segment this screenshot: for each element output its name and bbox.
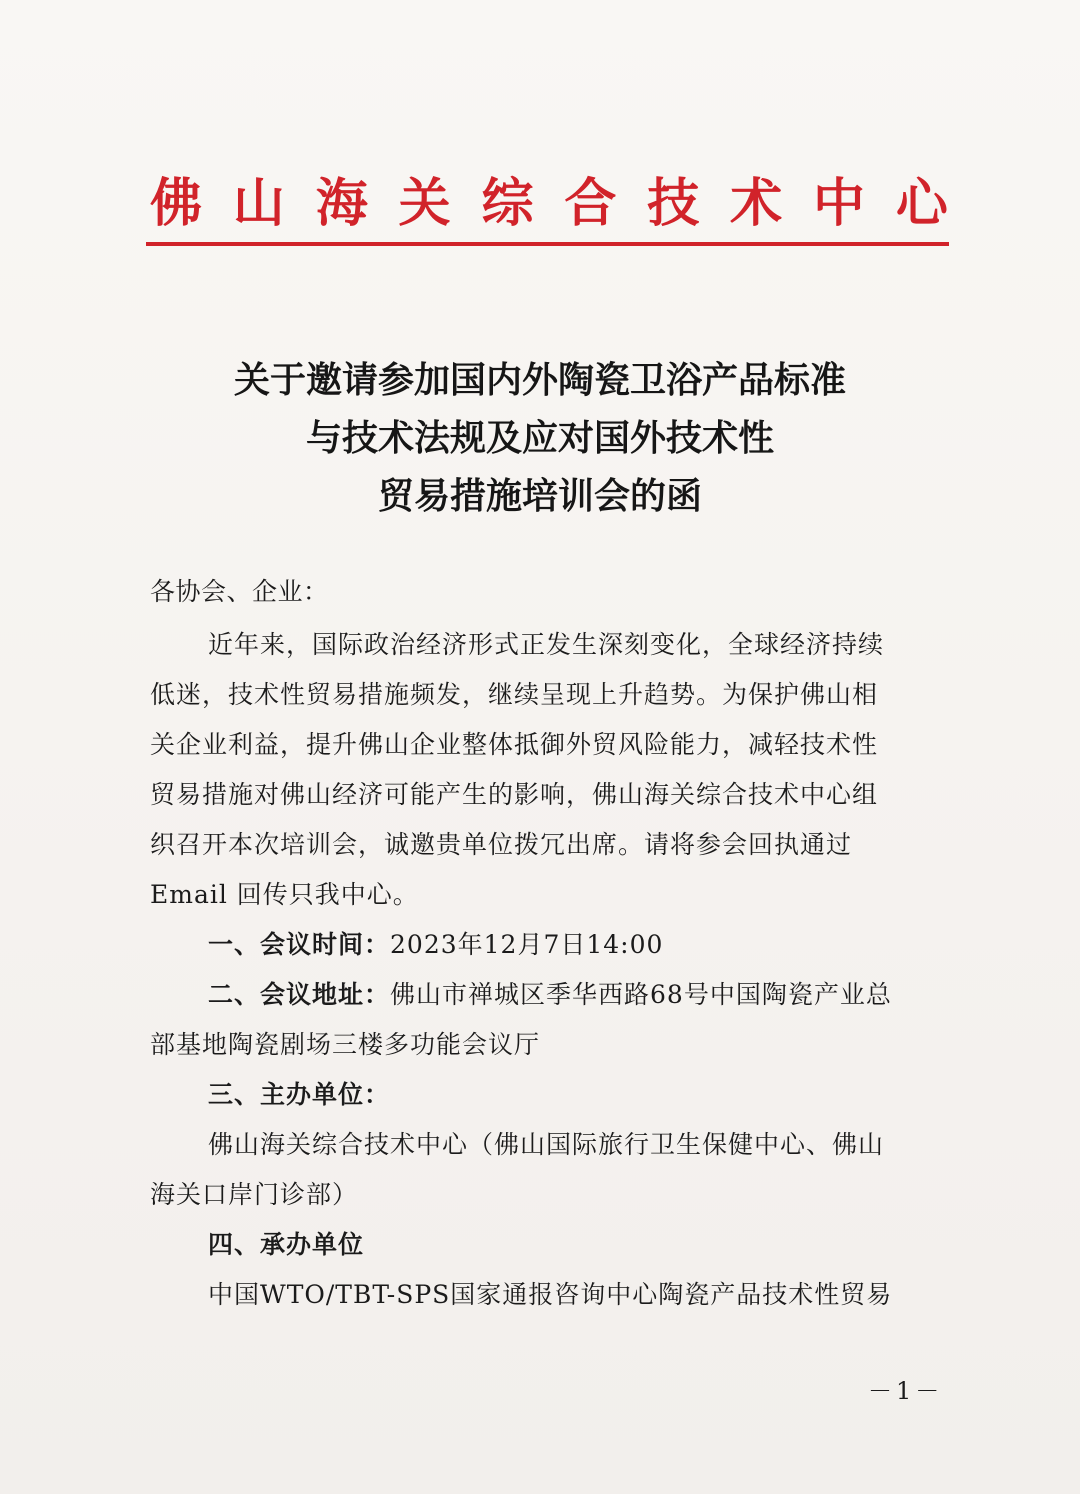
letterhead-char: 术	[730, 174, 783, 234]
meeting-time	[150, 920, 950, 970]
intro-line: 关企业利益，提升佛山企业整体抵御外贸风险能力，减轻技术性	[150, 730, 879, 759]
letterhead-char: 关	[398, 174, 451, 234]
letterhead	[150, 172, 948, 236]
title-line-1: 关于邀请参加国内外陶瓷卫浴产品标准	[233, 360, 846, 401]
meeting-address-continued: 部基地陶瓷剧场三楼多功能会议厅	[150, 1030, 541, 1059]
intro-line: 近年来，国际政治经济形式正发生深刻变化，全球经济持续	[208, 630, 885, 659]
intro-line: 低迷，技术性贸易措施频发，继续呈现上升趋势。为保护佛山相	[150, 680, 879, 709]
letter-body	[150, 620, 950, 1320]
letterhead-char: 海	[315, 174, 368, 234]
letterhead-divider	[146, 242, 949, 246]
page-number: －1－	[868, 1377, 944, 1405]
organizer-label: 四、承办单位	[208, 1230, 365, 1259]
letterhead-char: 心	[895, 174, 948, 234]
meeting-address-value: 佛山市禅城区季华西路68号中国陶瓷产业总	[390, 980, 892, 1009]
letterhead-char: 佛	[150, 174, 203, 234]
meeting-address	[150, 970, 950, 1020]
letterhead-char: 合	[564, 174, 617, 234]
title-line-2: 与技术法规及应对国外技术性	[305, 418, 774, 459]
letterhead-char: 技	[647, 174, 700, 234]
document-title	[120, 352, 960, 526]
letterhead-char: 山	[232, 174, 285, 234]
host-value: 佛山海关综合技术中心（佛山国际旅行卫生保健中心、佛山	[208, 1130, 885, 1159]
meeting-address-label: 二、会议地址：	[208, 980, 391, 1009]
meeting-time-value: 2023年12月7日14:00	[390, 930, 664, 959]
host-label: 三、主办单位：	[208, 1080, 391, 1109]
meeting-time-label: 一、会议时间：	[208, 930, 391, 959]
host-value-continued: 海关口岸门诊部）	[150, 1180, 359, 1209]
organizer-value: 中国WTO/TBT-SPS国家通报咨询中心陶瓷产品技术性贸易	[208, 1280, 893, 1309]
salutation: 各协会、企业：	[150, 577, 329, 606]
intro-line: Email 回传只我中心。	[150, 880, 419, 909]
letterhead-char: 综	[481, 174, 534, 234]
intro-line: 贸易措施对佛山经济可能产生的影响，佛山海关综合技术中心组	[150, 780, 879, 809]
intro-line: 织召开本次培训会，诚邀贵单位拨冗出席。请将参会回执通过	[150, 830, 853, 859]
letterhead-char: 中	[813, 174, 866, 234]
title-line-3: 贸易措施培训会的函	[377, 476, 702, 517]
